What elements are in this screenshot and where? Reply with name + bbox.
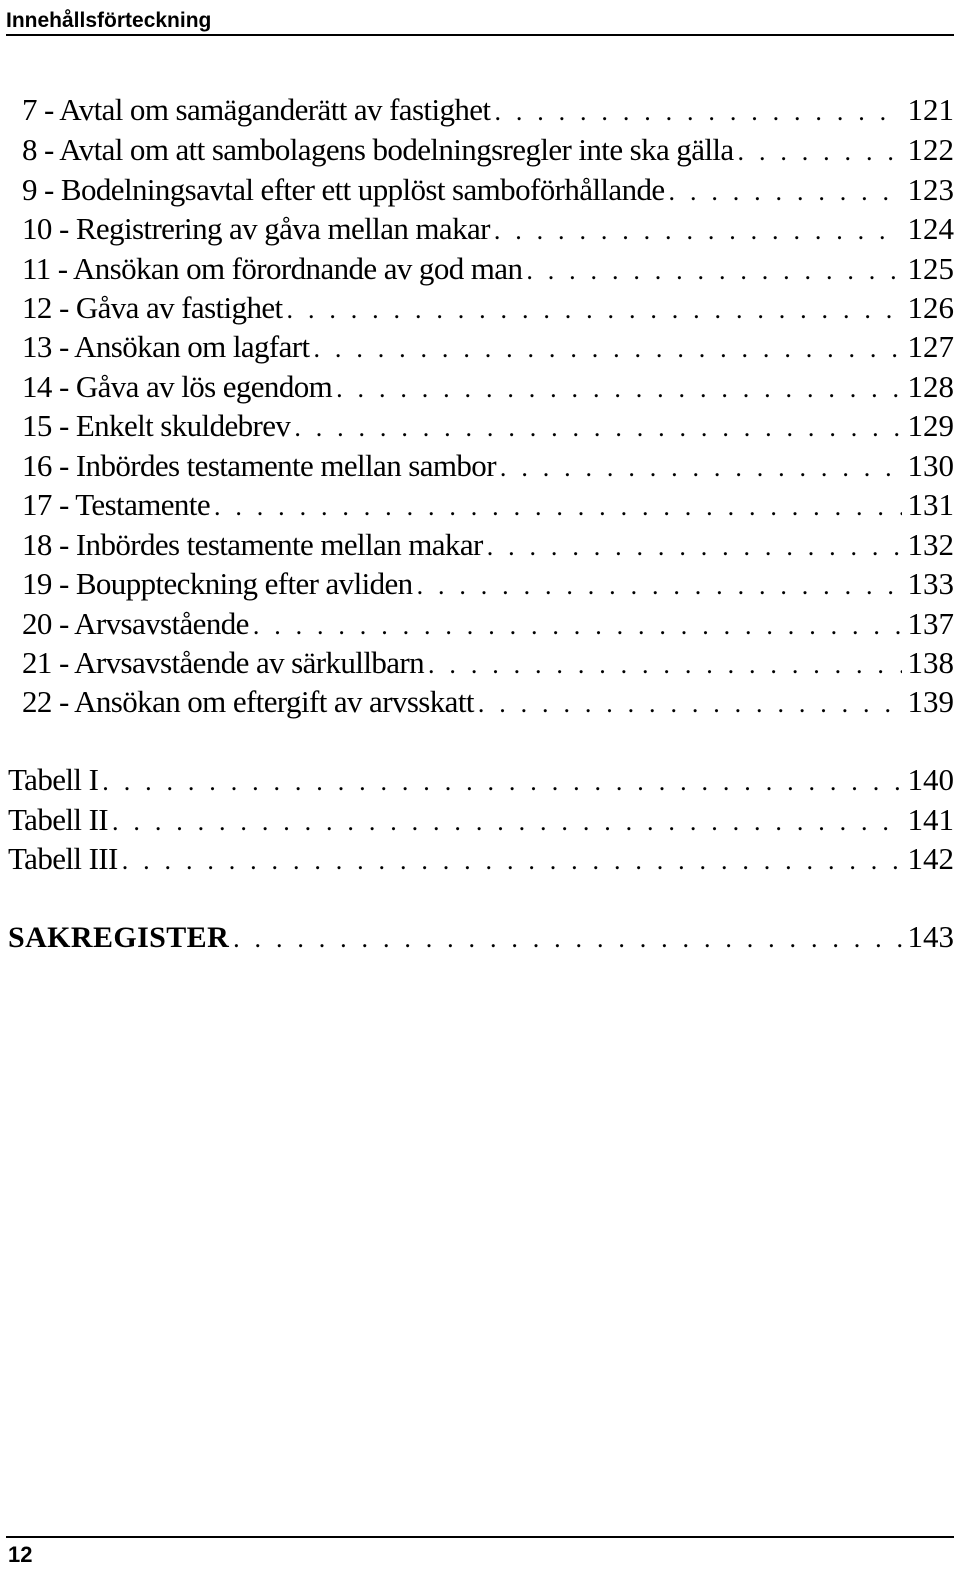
toc-entry-title: 15 - Enkelt skuldebrev	[22, 408, 291, 443]
toc-entry-page: 122	[907, 132, 954, 167]
toc-entry[interactable]	[22, 130, 954, 170]
toc-entry-page: 124	[907, 211, 954, 246]
dot-leader	[428, 645, 901, 685]
toc-entry[interactable]	[22, 446, 954, 486]
toc-entry-title: Tabell III	[8, 841, 118, 876]
dot-leader	[669, 172, 902, 212]
toc-entry-title: 20 - Arvsavstående	[22, 606, 249, 641]
toc-entry[interactable]	[22, 485, 954, 525]
header-title: Innehållsförteckning	[6, 9, 212, 32]
toc-entry-page: 127	[907, 329, 954, 364]
toc-entry-page: 140	[907, 762, 954, 797]
toc-entry-title: 17 - Testamente	[22, 487, 210, 522]
toc-entry[interactable]	[22, 525, 954, 565]
dot-leader	[294, 408, 901, 448]
toc-entry[interactable]	[22, 643, 954, 683]
toc-entry[interactable]	[22, 564, 954, 604]
dot-leader	[478, 684, 902, 724]
dot-leader	[494, 211, 902, 251]
toc-entry-page: 139	[907, 684, 954, 719]
toc-entry-title: 13 - Ansökan om lagfart	[22, 329, 310, 364]
toc-entry-page: 123	[907, 172, 954, 207]
footer-divider	[6, 1536, 954, 1538]
toc-entry-title: 18 - Inbördes testamente mellan makar	[22, 527, 483, 562]
toc-entry-page: 137	[907, 606, 954, 641]
toc-entry-title: 19 - Bouppteckning efter avliden	[22, 566, 413, 601]
page-number: 12	[8, 1542, 33, 1567]
toc-entry[interactable]	[22, 170, 954, 210]
dot-leader	[253, 606, 902, 646]
toc-entry-page: 126	[907, 290, 954, 325]
toc-table-entry[interactable]	[8, 760, 954, 800]
toc-entry-page: 121	[907, 92, 954, 127]
toc-table-entry[interactable]	[8, 800, 954, 840]
toc-index-entry[interactable]	[8, 917, 954, 957]
toc-entry-page: 132	[907, 527, 954, 562]
toc-entry-page: 138	[907, 645, 954, 680]
toc-entry-page: 133	[907, 566, 954, 601]
toc-entry-title: 12 - Gåva av fastighet	[22, 290, 283, 325]
toc-entry[interactable]	[22, 367, 954, 407]
toc-entry[interactable]	[22, 682, 954, 722]
dot-leader	[112, 802, 901, 842]
toc-entry-title: 8 - Avtal om att sambolagens bodelningsregler inte ska gälla	[22, 132, 734, 167]
toc-entry[interactable]	[22, 90, 954, 130]
dot-leader	[122, 841, 902, 881]
dot-leader	[287, 290, 902, 330]
toc-entry[interactable]	[22, 249, 954, 289]
toc-entry-page: 125	[907, 251, 954, 286]
dot-leader	[526, 251, 901, 291]
toc-entry-page: 128	[907, 369, 954, 404]
toc-entry-title: 22 - Ansökan om eftergift av arvsskatt	[22, 684, 474, 719]
dot-leader	[500, 448, 902, 488]
toc-entry-title: 21 - Arvsavstående av särkullbarn	[22, 645, 425, 680]
toc-entry[interactable]	[22, 327, 954, 367]
page-header	[6, 4, 954, 36]
toc-entry-title: 11 - Ansökan om förordnande av god man	[22, 251, 523, 286]
dot-leader	[738, 132, 902, 172]
dot-leader	[314, 329, 902, 369]
dot-leader	[102, 762, 901, 802]
toc-entry-page: 143	[907, 919, 954, 954]
dot-leader	[233, 919, 901, 959]
dot-leader	[417, 566, 902, 606]
dot-leader	[336, 369, 901, 409]
toc-entry-title: Tabell II	[8, 802, 109, 837]
toc-entry-page: 142	[907, 841, 954, 876]
toc-entry-title: 10 - Registrering av gåva mellan makar	[22, 211, 490, 246]
toc-entry-title: Tabell I	[8, 762, 99, 797]
toc-entry[interactable]	[22, 288, 954, 328]
toc-entry[interactable]	[22, 604, 954, 644]
toc-entry-page: 131	[907, 487, 954, 522]
toc-entry-page: 130	[907, 448, 954, 483]
dot-leader	[487, 527, 902, 567]
toc-entry-page: 141	[907, 802, 954, 837]
toc-entry-page: 129	[907, 408, 954, 443]
toc-entry[interactable]	[22, 406, 954, 446]
toc-entry-title: 7 - Avtal om samäganderätt av fastighet	[22, 92, 491, 127]
toc-entry-title: 9 - Bodelningsavtal efter ett upplöst samboförhållande	[22, 172, 665, 207]
toc-entry[interactable]	[22, 209, 954, 249]
dot-leader	[214, 487, 902, 527]
toc-entry-title: 16 - Inbördes testamente mellan sambor	[22, 448, 496, 483]
toc-table-entry[interactable]	[8, 839, 954, 879]
dot-leader	[494, 92, 901, 132]
toc-entry-title: SAKREGISTER	[8, 921, 230, 954]
toc-entry-title: 14 - Gåva av lös egendom	[22, 369, 333, 404]
